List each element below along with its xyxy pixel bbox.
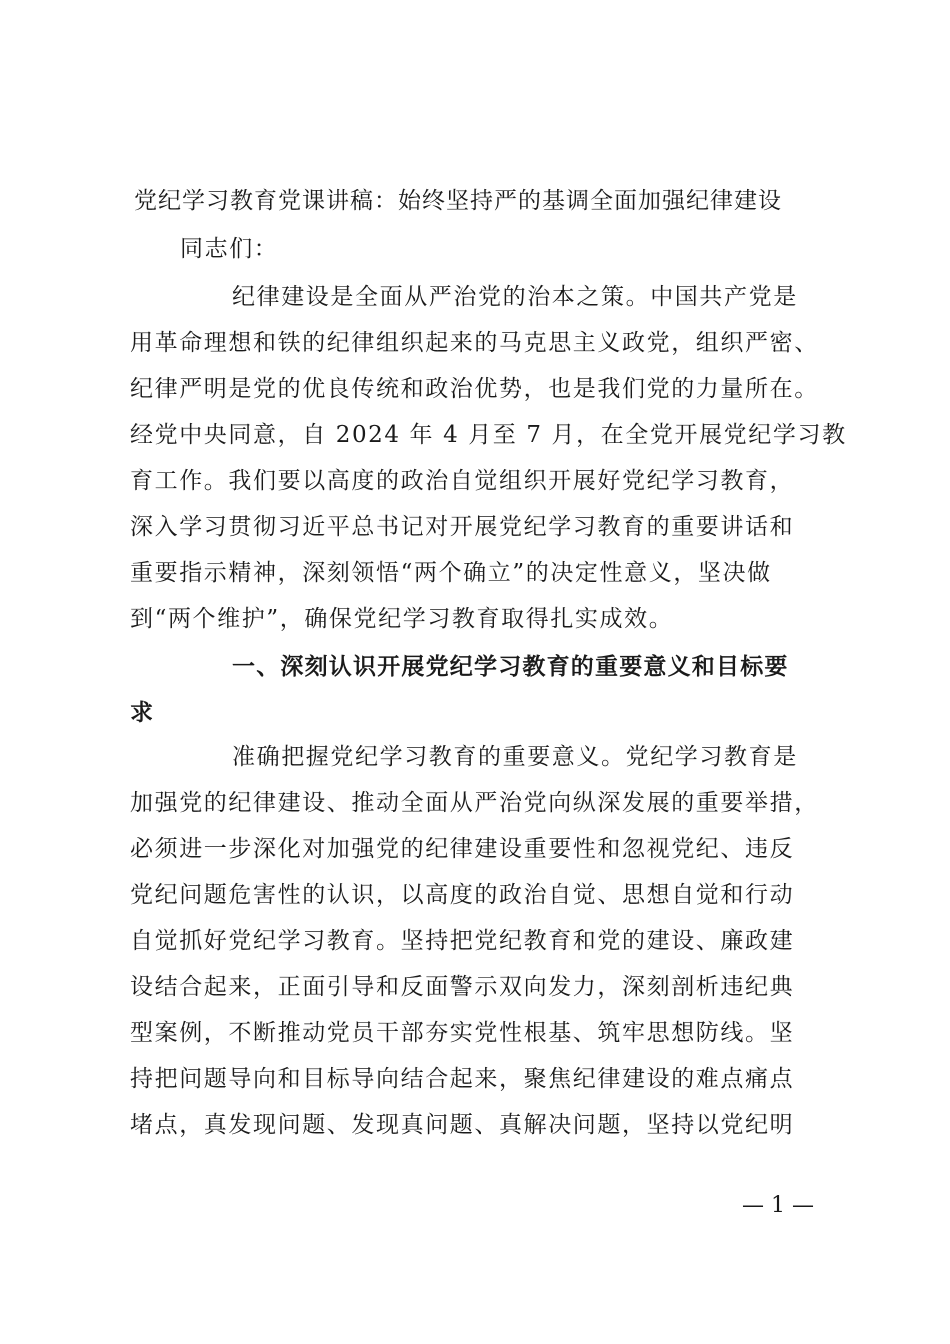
page-number: — 1 — <box>742 1193 814 1218</box>
section-heading-continued: 求 <box>130 700 155 726</box>
paragraph-line: 党纪问题危害性的认识，以高度的政治自觉、思想自觉和行动 <box>130 882 795 908</box>
paragraph-line: 必须进一步深化对加强党的纪律建设重要性和忽视党纪、违反 <box>130 836 795 862</box>
paragraph-line: 型案例，不断推动党员干部夯实党性根基、筑牢思想防线。坚 <box>130 1020 795 1046</box>
paragraph-line: 加强党的纪律建设、推动全面从严治党向纵深发展的重要举措， <box>130 790 819 816</box>
paragraph-line: 持把问题导向和目标导向结合起来，聚焦纪律建设的难点痛点 <box>130 1066 795 1092</box>
paragraph-line: 自觉抓好党纪学习教育。坚持把党纪教育和党的建设、廉政建 <box>130 928 795 954</box>
paragraph-line: 纪律严明是党的优良传统和政治优势，也是我们党的力量所在。 <box>130 376 819 402</box>
paragraph-line: 纪律建设是全面从严治党的治本之策。中国共产党是 <box>232 284 798 310</box>
paragraph-line: 重要指示精神，深刻领悟“两个确立”的决定性意义，坚决做 <box>130 560 772 586</box>
paragraph-line: 深入学习贯彻习近平总书记对开展党纪学习教育的重要讲话和 <box>130 514 795 540</box>
paragraph-line: 准确把握党纪学习教育的重要意义。党纪学习教育是 <box>232 744 798 770</box>
paragraph-line: 堵点，真发现问题、发现真问题、真解决问题，坚持以党纪明 <box>130 1112 795 1138</box>
document-title: 党纪学习教育党课讲稿：始终坚持严的基调全面加强纪律建设 <box>134 188 782 214</box>
paragraph-line: 经党中央同意，自 2024 年 4 月至 7 月，在全党开展党纪学习教 <box>130 422 847 448</box>
section-heading: 一、深刻认识开展党纪学习教育的重要意义和目标要 <box>232 654 789 680</box>
paragraph-line: 到“两个维护”，确保党纪学习教育取得扎实成效。 <box>130 606 674 632</box>
salutation: 同志们： <box>180 236 279 262</box>
paragraph-line: 育工作。我们要以高度的政治自觉组织开展好党纪学习教育， <box>130 468 795 494</box>
paragraph-line: 用革命理想和铁的纪律组织起来的马克思主义政党，组织严密、 <box>130 330 819 356</box>
paragraph-line: 设结合起来，正面引导和反面警示双向发力，深刻剖析违纪典 <box>130 974 795 1000</box>
